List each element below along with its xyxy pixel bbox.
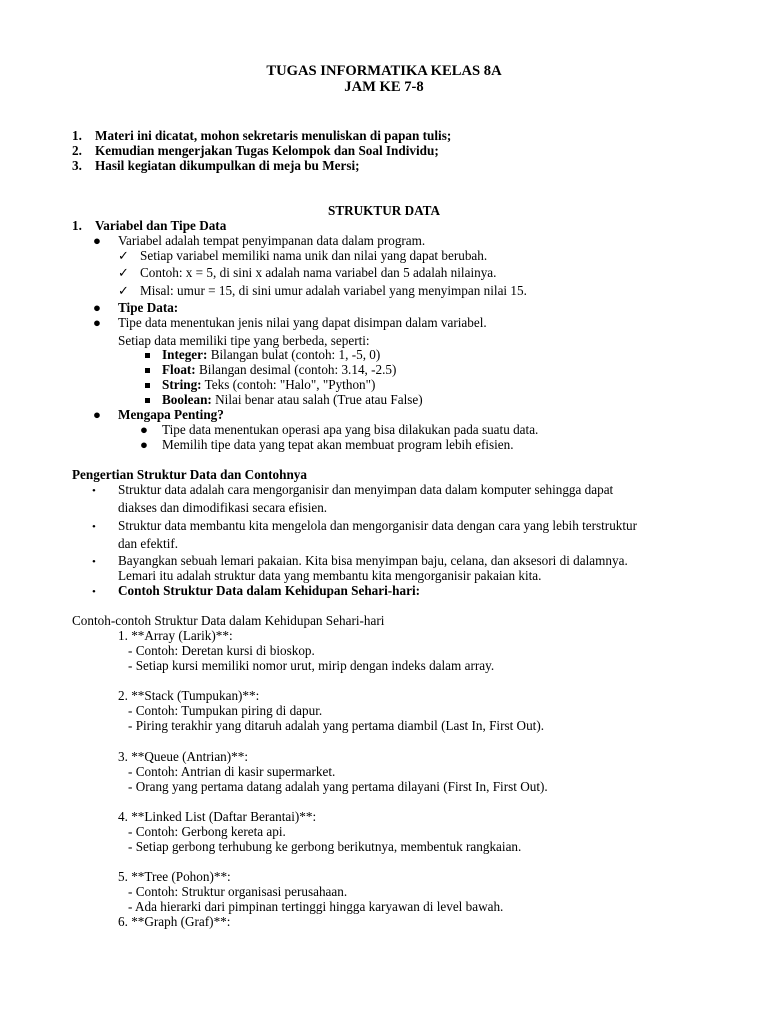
type-desc: Bilangan bulat (contoh: 1, -5, 0) bbox=[207, 347, 381, 362]
heading-number: 1. bbox=[72, 218, 82, 233]
pengertian-text: Lemari itu adalah struktur data yang membantu kita mengorganisir pakaian kita. bbox=[118, 568, 542, 583]
variabel-intro: Variabel adalah tempat penyimpanan data dalam program. bbox=[118, 233, 426, 248]
type-item bbox=[162, 362, 396, 377]
type-desc: Nilai benar atau salah (True atau False) bbox=[211, 392, 423, 407]
contoh-item-line: - Contoh: Struktur organisasi perusahaan. bbox=[128, 884, 348, 899]
check-item: Setiap variabel memiliki nama unik dan nilai yang dapat berubah. bbox=[140, 248, 488, 263]
instruction-num: 2. bbox=[72, 143, 82, 158]
contoh-item-title: 4. **Linked List (Daftar Berantai)**: bbox=[118, 809, 317, 824]
type-item bbox=[162, 392, 423, 407]
bullet-icon: ● bbox=[93, 407, 101, 422]
type-name: Boolean: bbox=[162, 392, 212, 407]
type-item bbox=[162, 347, 380, 362]
type-desc: Teks (contoh: "Halo", "Python") bbox=[201, 377, 376, 392]
contoh-item-title: 2. **Stack (Tumpukan)**: bbox=[118, 688, 260, 703]
pengertian-heading: Pengertian Struktur Data dan Contohnya bbox=[72, 467, 307, 482]
penting-label: Mengapa Penting? bbox=[118, 407, 224, 422]
pengertian-text: dan efektif. bbox=[118, 536, 179, 551]
contoh-item-title: 6. **Graph (Graf)**: bbox=[118, 914, 231, 929]
check-item: Misal: umur = 15, di sini umur adalah variabel yang menyimpan nilai 15. bbox=[140, 283, 527, 298]
contoh-item-line: - Contoh: Deretan kursi di bioskop. bbox=[128, 643, 315, 658]
bullet-icon: • bbox=[92, 556, 96, 568]
square-bullet-icon bbox=[145, 398, 150, 403]
contoh-item-title: 3. **Queue (Antrian)**: bbox=[118, 749, 249, 764]
type-name: Integer: bbox=[162, 347, 208, 362]
bullet-icon: • bbox=[92, 521, 96, 533]
type-item bbox=[162, 377, 375, 392]
tipe-data-intro-2: Setiap data memiliki tipe yang berbeda, seperti: bbox=[118, 333, 370, 348]
contoh-item-line: - Contoh: Gerbong kereta api. bbox=[128, 824, 286, 839]
checkmark-icon: ✓ bbox=[118, 248, 130, 263]
bullet-icon: ● bbox=[93, 315, 101, 330]
penting-item: Memilih tipe data yang tepat akan membuat program lebih efisien. bbox=[162, 437, 514, 452]
instruction-item: Kemudian mengerjakan Tugas Kelompok dan Soal Individu; bbox=[95, 143, 439, 158]
contoh-item-line: - Setiap kursi memiliki nomor urut, mirip dengan indeks dalam array. bbox=[128, 658, 495, 673]
contoh-item-line: - Piring terakhir yang ditaruh adalah yang pertama diambil (Last In, First Out). bbox=[128, 718, 545, 733]
instruction-item: Materi ini dicatat, mohon sekretaris menuliskan di papan tulis; bbox=[95, 128, 452, 143]
contoh-item-title: 5. **Tree (Pohon)**: bbox=[118, 869, 231, 884]
check-item: Contoh: x = 5, di sini x adalah nama variabel dan 5 adalah nilainya. bbox=[140, 265, 497, 280]
type-desc: Bilangan desimal (contoh: 3.14, -2.5) bbox=[195, 362, 397, 377]
square-bullet-icon bbox=[145, 368, 150, 373]
variabel-heading: Variabel dan Tipe Data bbox=[95, 218, 227, 233]
type-name: String: bbox=[162, 377, 202, 392]
contoh-item-line: - Contoh: Tumpukan piring di dapur. bbox=[128, 703, 323, 718]
contoh-item-line: - Ada hierarki dari pimpinan tertinggi hingga karyawan di level bawah. bbox=[128, 899, 504, 914]
bullet-icon: ● bbox=[93, 233, 101, 248]
checkmark-icon: ✓ bbox=[118, 265, 130, 280]
type-name: Float: bbox=[162, 362, 196, 377]
pengertian-text: Bayangkan sebuah lemari pakaian. Kita bisa menyimpan baju, celana, dan aksesori di dalamnya. bbox=[118, 553, 628, 568]
contoh-item-line: - Orang yang pertama datang adalah yang pertama dilayani (First In, First Out). bbox=[128, 779, 548, 794]
tipe-data-label: Tipe Data: bbox=[118, 300, 179, 315]
square-bullet-icon bbox=[145, 353, 150, 358]
pengertian-text: diakses dan dimodifikasi secara efisien. bbox=[118, 500, 328, 515]
instruction-num: 1. bbox=[72, 128, 82, 143]
contoh-item-title: 1. **Array (Larik)**: bbox=[118, 628, 233, 643]
pengertian-text: Struktur data membantu kita mengelola dan mengorganisir data dengan cara yang lebih terstruktur bbox=[118, 518, 638, 533]
square-bullet-icon bbox=[145, 383, 150, 388]
pengertian-subheading: Contoh Struktur Data dalam Kehidupan Sehari-hari: bbox=[118, 583, 421, 598]
instruction-item: Hasil kegiatan dikumpulkan di meja bu Mersi; bbox=[95, 158, 360, 173]
checkmark-icon: ✓ bbox=[118, 283, 130, 298]
section-title: STRUKTUR DATA bbox=[328, 203, 440, 218]
instruction-num: 3. bbox=[72, 158, 82, 173]
contoh-item-line: - Contoh: Antrian di kasir supermarket. bbox=[128, 764, 336, 779]
bullet-icon: ● bbox=[140, 437, 148, 452]
document-title: TUGAS INFORMATIKA KELAS 8A bbox=[266, 63, 502, 79]
bullet-icon: ● bbox=[93, 300, 101, 315]
document-subtitle: JAM KE 7-8 bbox=[344, 79, 424, 95]
bullet-icon: • bbox=[92, 485, 96, 497]
pengertian-text: Struktur data adalah cara mengorganisir dan menyimpan data dalam komputer sehingga dapat bbox=[118, 482, 614, 497]
tipe-data-intro: Tipe data menentukan jenis nilai yang dapat disimpan dalam variabel. bbox=[118, 315, 487, 330]
bullet-icon: ● bbox=[140, 422, 148, 437]
contoh-item-line: - Setiap gerbong terhubung ke gerbong berikutnya, membentuk rangkaian. bbox=[128, 839, 522, 854]
bullet-icon: • bbox=[92, 586, 96, 598]
penting-item: Tipe data menentukan operasi apa yang bisa dilakukan pada suatu data. bbox=[162, 422, 539, 437]
contoh-heading: Contoh-contoh Struktur Data dalam Kehidupan Sehari-hari bbox=[72, 613, 385, 628]
